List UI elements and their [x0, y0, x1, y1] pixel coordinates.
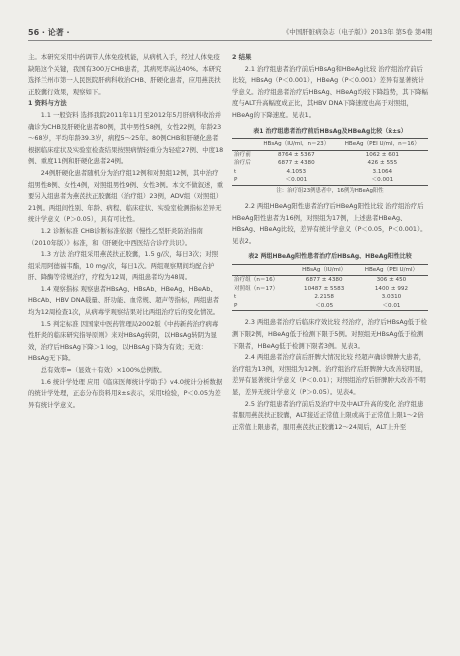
- table-row: [232, 276, 428, 285]
- table-cell: 6877 ± 4380: [277, 160, 315, 167]
- table-cell: 治疗前: [234, 151, 251, 158]
- table-cell: 4.1053: [286, 168, 307, 175]
- table-cell: 3.1064: [372, 168, 393, 175]
- table-cell: ＜0.001: [337, 176, 428, 185]
- table-caption: 表2 两组HBeAg阳性患者治疗后HBsAg、HBeAg阳性比较: [248, 253, 412, 261]
- paragraph: 1.1 一般资料 选择我院2011年11月至2012年5月肝病科收治并确诊为CHB及肝硬化患者80例，其中男性58例，女性22例，年龄23～68岁，平均年龄39.3岁，病程5～25年。80例CHB和肝硬化患者根据临床症状及实验室检查结果按照病情轻重分为轻症27例、中度18例、重度11例和肝硬化患者24例。: [28, 110, 224, 166]
- journal-citation: 《中国肝脏病杂志（电子版）》2013年 第5卷 第4期: [282, 28, 432, 36]
- table-cell: t: [234, 168, 237, 175]
- section-heading: 1 资料与方法: [28, 99, 67, 108]
- table-row: [232, 285, 428, 294]
- paragraph: 1.3 方法 治疗组采用燕芪扶正胶囊，1.5 g/次，每日3次；对照组采用阿德福韦酯，10 mg/次，每日1次。两组观察期间均配合护肝、降酶等常规治疗，疗程为12周，两组患者均为48周。: [28, 250, 219, 282]
- paragraph: 1.5 判定标准 因国家中医药管理局2002版《中药新药治疗病毒性肝炎的临床研究指导原则》来对HBsAg转阴，以HBsAg转阴为显效，治疗后HBsAg下降＞1 log，以HBsAg下降为有效；无效：HBsAg无下降。: [28, 319, 219, 363]
- paragraph: 2.1 治疗组患者治疗前后HBsAg和HBeAg比较 治疗组治疗前后比较，HBsAg（P＜0.001），HBeAg（P＜0.001）差异有显著统计学意义。治疗组患者治疗后HBsAg、HBeAg均较下降趋势，其下降幅度与ALT升高幅度成正比，其HBV DNA下降速度也高于对照组，HBeAg的下降速度。见表1。: [232, 64, 428, 119]
- table-header: HBsAg（IU/ml）: [293, 264, 354, 276]
- table-header: HBeAg（PEI U/ml，n＝16）: [337, 139, 428, 151]
- table-cell: P: [232, 302, 293, 311]
- table-1: [232, 128, 428, 196]
- section-heading: 2 结果: [232, 53, 252, 61]
- table-cell: ＜0.05: [293, 302, 354, 311]
- right-column: [232, 52, 428, 433]
- page-header: [28, 26, 432, 41]
- table-cell: 10487 ± 5583: [304, 285, 345, 292]
- table-cell: 1062 ± 601: [365, 151, 399, 158]
- paragraph: 总有效率=（显效＋有效）×100%总例数。: [40, 366, 166, 375]
- paragraph: 2.2 两组HBeAg阳性患者治疗后HBeAg阳性比较 治疗组治疗后HBeAg阳性患者为16例，对照组为17例，上述患者HBeAg、HBsAg、HBeAg比较，差异有统计学意义（P＜0.05，P＜0.001）。见表2。: [232, 202, 427, 245]
- table-note: 注：治疗组23例患者中，16例为HBeAg阳性: [276, 187, 384, 194]
- table-cell: 3.0310: [381, 294, 402, 301]
- table-cell: 6877 ± 4380: [305, 277, 343, 284]
- table-cell: t: [234, 294, 237, 301]
- table-cell: P: [232, 176, 256, 185]
- table-row: [232, 176, 428, 185]
- table-row: [232, 302, 428, 311]
- table-cell: 2.2158: [314, 294, 334, 301]
- paragraph: 1.6 统计学处理 应用《临床医师统计学助手》v4.0统计分析数据的统计学处理，正态分布资料用x̄±s表示，采用t检验，P＜0.05为差异有统计学意义。: [28, 377, 223, 409]
- table-cell: 426 ± 555: [367, 160, 398, 167]
- table-cell: 306 ± 450: [376, 277, 407, 284]
- paragraph: 24例肝硬化患者随机分为治疗组12例和对照组12例，其中治疗组男性8例、女性4例，对照组男性9例、女性3例。本文不做叙述，重要另入组患者为燕芪扶正胶囊组（治疗组）23例，ADV组（对照组）21例。两组间性别、年龄、病程、临床症状、实验室检测指标差异无统计学意义（P＞0.05），具有可比性。: [28, 168, 224, 224]
- table-row: [232, 168, 428, 177]
- table-cell: 1400 ± 992: [374, 285, 408, 292]
- table-cell: 对照组（n＝17）: [234, 285, 279, 292]
- left-column: [28, 52, 224, 411]
- page-number-label: 56 · 论著 ·: [28, 28, 70, 37]
- paragraph: 2.5 治疗组患者治疗前后及治疗中及中ALT升高的变化 治疗组患者服用燕芪扶正胶囊，ALT接近正常值上限或高于正常值上限1～2倍正常值上限患者，服用燕芪扶正胶囊12～24周后，ALT上升至: [232, 399, 424, 431]
- table-cell: ＜0.01: [355, 302, 428, 311]
- table-header: [232, 264, 293, 276]
- table-cell: ＜0.001: [256, 176, 337, 185]
- table-row: [232, 293, 428, 302]
- table-2: [232, 253, 428, 311]
- table-cell: 治疗后: [234, 160, 251, 167]
- table-cell: 8764 ± 5367: [277, 151, 315, 158]
- paragraph: 1.4 观察指标 观察患者HBsAg、HBsAb、HBeAg、HBeAb、HBcAb、HBV DNA载量、肝功能、血常规、超声等指标，两组患者均为12周检查1次，从病毒学观察结果对比两组治疗后的变化情况。: [28, 284, 220, 317]
- table-row: [232, 150, 428, 159]
- table-caption: 表1 治疗组患者治疗前后HBsAg及HBeAg比较（x̄±s）: [253, 127, 407, 135]
- paragraph: 1.2 诊断标准 CHB诊断标准依据《慢性乙型肝炎防治指南（2010年版）》标准，和《肝硬化中西医结合诊疗共识》。: [28, 226, 203, 247]
- table-header: HBeAg（PEI U/ml）: [355, 264, 428, 276]
- table-row: [232, 159, 428, 168]
- table-cell: 治疗组（n＝16）: [234, 277, 279, 284]
- paragraph: 主。本研究采用中药调节人体免疫机能，从病机入手，经过人体免疫缺陷这个关键，我国有300万CHB患者，其病死率高达40%。本研究选择兰州市第一人民医院肝病科收治CHB、肝硬化患者，应用燕芪扶正胶囊行效果，观察如下。: [28, 53, 222, 96]
- table-header: HBsAg（IU/ml，n＝23）: [256, 139, 337, 151]
- table-header: [232, 139, 256, 151]
- paragraph: 2.3 两组患者治疗后临床疗效比较 经治疗，治疗后HBsAg低于检测下限2例，HBeAg低于检测下限于5例。对照组无HBsAg低于检测下限者，HBeAg低于检测下限者3例。见表3。: [232, 318, 427, 350]
- paragraph: 2.4 两组患者治疗前后肝脾大情况比较 经超声确诊脾肿大患者，治疗组为13例，对照组为12例。治疗组治疗后肝脾肿大改善较明显，差异有显著统计学意义（P＜0.01）；对照组治疗后肝脾肿大改善不明显，差异无统计学意义（P＞0.05）。见表4。: [232, 353, 428, 396]
